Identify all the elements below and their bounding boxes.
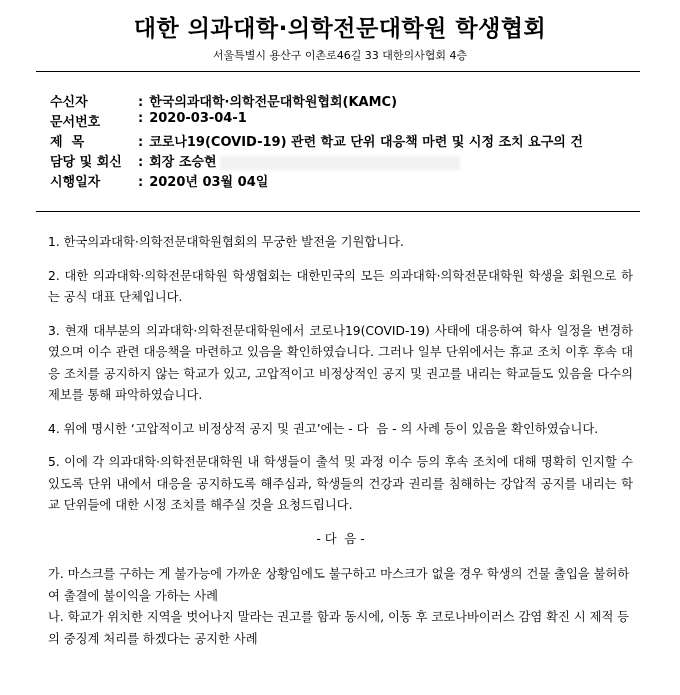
list-item-a: 가. 마스크를 구하는 게 불가능에 가까운 상황임에도 불구하고 마스크가 없을 경우 학생의 건물 출입을 불허하여 출결에 불이익을 가하는 사례: [48, 567, 630, 603]
letter-body: [48, 232, 633, 650]
meta-divider: [36, 211, 640, 212]
colon: :: [138, 135, 144, 150]
doc-no-value: 2020-03-04-1: [149, 111, 247, 126]
subject-value: 코로나19(COVID-19) 관련 학교 단위 대응책 마련 및 시정 조치 요구의 건: [149, 135, 583, 150]
doc-no-label: 문서번호: [50, 115, 101, 130]
date-label: 시행일자: [50, 175, 101, 190]
paragraph-1: 1. 한국의과대학·의학전문대학원협회의 무궁한 발전을 기원합니다.: [48, 235, 404, 249]
list-item-b: 나. 학교가 위치한 지역을 벗어나지 말라는 권고를 함과 동시에, 이동 후 코로나바이러스 감염 확진 시 제적 등의 중징계 처리를 하겠다는 공지한 사례: [48, 610, 630, 646]
subject-label: 제 목: [50, 135, 85, 150]
header-divider: [36, 71, 640, 72]
recipient-value: 한국의과대학·의학전문대학원협회(KAMC): [149, 95, 398, 110]
paragraph-4: 4. 위에 명시한 ‘고압적이고 비정상적 공지 및 권고’에는 - 다 음 - 의 사례 등이 있음을 확인하였습니다.: [48, 421, 599, 436]
paragraph-2: 2. 대한 의과대학·의학전문대학원 학생협회는 대한민국의 모든 의과대학·의학전문대학원 학생을 회원으로 하는 공식 대표 단체입니다.: [48, 268, 633, 304]
recipient-label: 수신자: [50, 95, 88, 110]
colon: :: [138, 111, 144, 126]
colon: :: [138, 95, 144, 110]
paragraph-3: 3. 현재 대부분의 의과대학·의학전문대학원에서 코로나19(COVID-19) 사태에 대응하여 학사 일정을 변경하였으며 이수 관련 대응책을 마련하고 있음을 확인하였습니다. 그러나 일부 단위에서는 휴교 조치 이후 후속 대응 조치를 공지하지 않는 학교가 있고, 고압적이고 비정상적인 공지 및 권고를 내리는 학교들도 있음을 다수의 제보를 통해 파악하였습니다.: [48, 323, 633, 402]
colon: :: [138, 175, 144, 190]
redacted-area: [220, 156, 460, 170]
section-marker: - 다 음 -: [316, 531, 365, 546]
date-value: 2020년 03월 04일: [149, 175, 269, 190]
letterhead-address: 서울특별시 용산구 이촌로46길 33 대한의사협회 4층: [212, 49, 468, 62]
colon: :: [138, 155, 144, 170]
letterhead-title: 대한 의과대학·의학전문대학원 학생협회: [133, 16, 547, 42]
contact-value: 회장 조승현: [149, 155, 217, 170]
paragraph-5: 5. 이에 각 의과대학·의학전문대학원 내 학생들이 출석 및 과정 이수 등의 후속 조치에 대해 명확히 인지할 수 있도록 단위 내에서 대응을 공지하도록 해주심과, 학생들의 건강과 권리를 침해하는 강압적 공지를 내리는 학교 단위들에 대한 시정 조치를 해주실 것을 요청드립니다.: [48, 455, 633, 512]
contact-label: 담당 및 회신: [50, 155, 122, 170]
